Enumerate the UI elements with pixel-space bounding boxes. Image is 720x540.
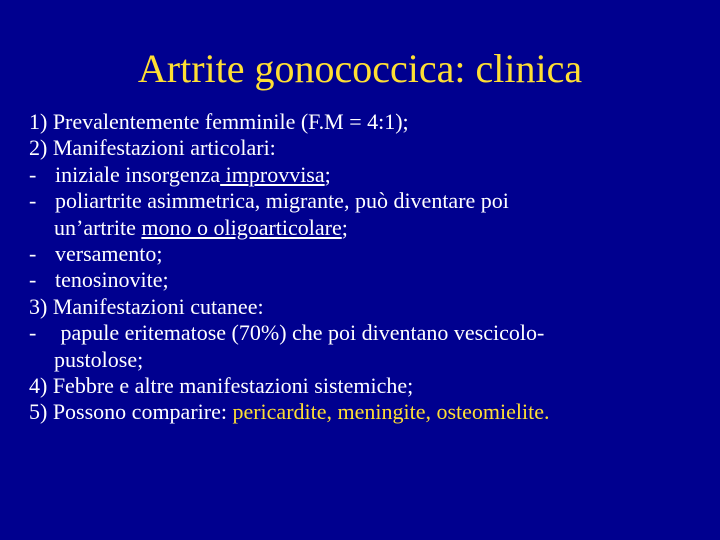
bullet-onset-underlined: improvvisa	[220, 161, 325, 187]
slide-body	[29, 109, 709, 426]
bullet-polyarthritis-underlined: mono o oligoarticolare	[141, 214, 342, 240]
line-complications-text: 5) Possono comparire:	[29, 399, 233, 425]
line-cutaneous	[29, 294, 709, 320]
line-prevalence	[29, 109, 709, 135]
bullet-tenosynovitis	[29, 267, 709, 293]
bullet-tenosynovitis-text: tenosinovite;	[55, 267, 169, 293]
bullet-polyarthritis-cont-text: un’artrite	[54, 214, 142, 240]
bullet-dash: -	[29, 240, 37, 266]
bullet-polyarthritis-text: poliartrite asimmetrica, migrante, può diventare poi	[55, 188, 509, 214]
bullet-dash: -	[29, 188, 37, 214]
bullet-polyarthritis-cont	[29, 215, 709, 241]
line-fever	[29, 373, 709, 399]
line-prevalence-text: 1) Prevalentemente femminile (F.M = 4:1);	[29, 109, 409, 134]
bullet-effusion-text: versamento;	[55, 240, 163, 266]
bullet-onset-end: ;	[324, 161, 331, 187]
line-articular-text: 2) Manifestazioni articolari:	[29, 135, 276, 161]
bullet-papules-text: papule eritematose (70%) che poi diventano vescicolo-	[55, 320, 545, 346]
slide-title: Artrite gonococcica: clinica	[137, 46, 583, 91]
bullet-onset	[29, 162, 709, 188]
bullet-papules-cont-text: pustolose;	[54, 346, 144, 372]
bullet-onset-text: iniziale insorgenza	[55, 161, 221, 187]
bullet-dash: -	[29, 267, 37, 293]
line-articular	[29, 135, 709, 161]
bullet-dash: -	[29, 161, 37, 187]
bullet-papules	[29, 320, 709, 346]
line-complications	[29, 399, 709, 425]
line-fever-text: 4) Febbre e altre manifestazioni sistemiche;	[29, 372, 414, 398]
line-cutaneous-text: 3) Manifestazioni cutanee:	[29, 293, 264, 319]
bullet-dash: -	[29, 320, 37, 346]
bullet-polyarthritis-end: ;	[341, 214, 348, 240]
bullet-polyarthritis	[29, 188, 709, 214]
bullet-effusion	[29, 241, 709, 267]
bullet-papules-cont	[29, 347, 709, 373]
line-complications-highlight: pericardite, meningite, osteomielite.	[232, 399, 550, 425]
